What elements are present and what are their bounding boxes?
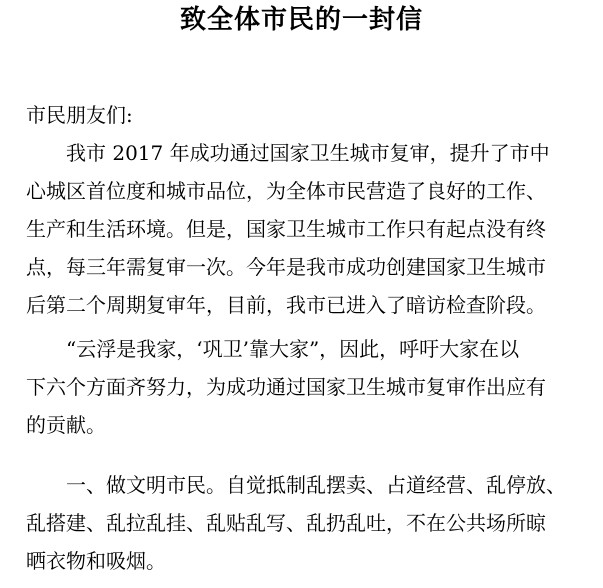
- body-line-7: 下六个方面齐努力，为成功通过国家卫生城市复审作出应有: [26, 375, 546, 399]
- body-line-10: 乱搭建、乱拉乱挂、乱贴乱写、乱扔乱吐，不在公共场所晾: [26, 511, 546, 535]
- body-line-3: 生产和生活环境。但是，国家卫生城市工作只有起点没有终: [26, 217, 546, 241]
- letter-title: 致全体市民的一封信: [179, 5, 423, 35]
- body-line-9: 一、做文明市民。自觉抵制乱摆卖、占道经营、乱停放、: [66, 473, 566, 497]
- letter-salutation: 市民朋友们:: [26, 103, 133, 127]
- body-line-6: “云浮是我家，‘巩卫’靠大家”，因此，呼吁大家在以: [66, 337, 520, 361]
- body-line-2: 心城区首位度和城市品位，为全体市民营造了良好的工作、: [26, 179, 546, 203]
- body-line-11: 晒衣物和吸烟。: [26, 549, 166, 573]
- body-line-8: 的贡献。: [26, 413, 106, 437]
- body-line-4: 点，每三年需复审一次。今年是我市成功创建国家卫生城市: [26, 255, 546, 279]
- body-line-1: 我市 2017 年成功通过国家卫生城市复审，提升了市中: [66, 141, 550, 165]
- body-line-5: 后第二个周期复审年，目前，我市已进入了暗访检查阶段。: [26, 293, 546, 317]
